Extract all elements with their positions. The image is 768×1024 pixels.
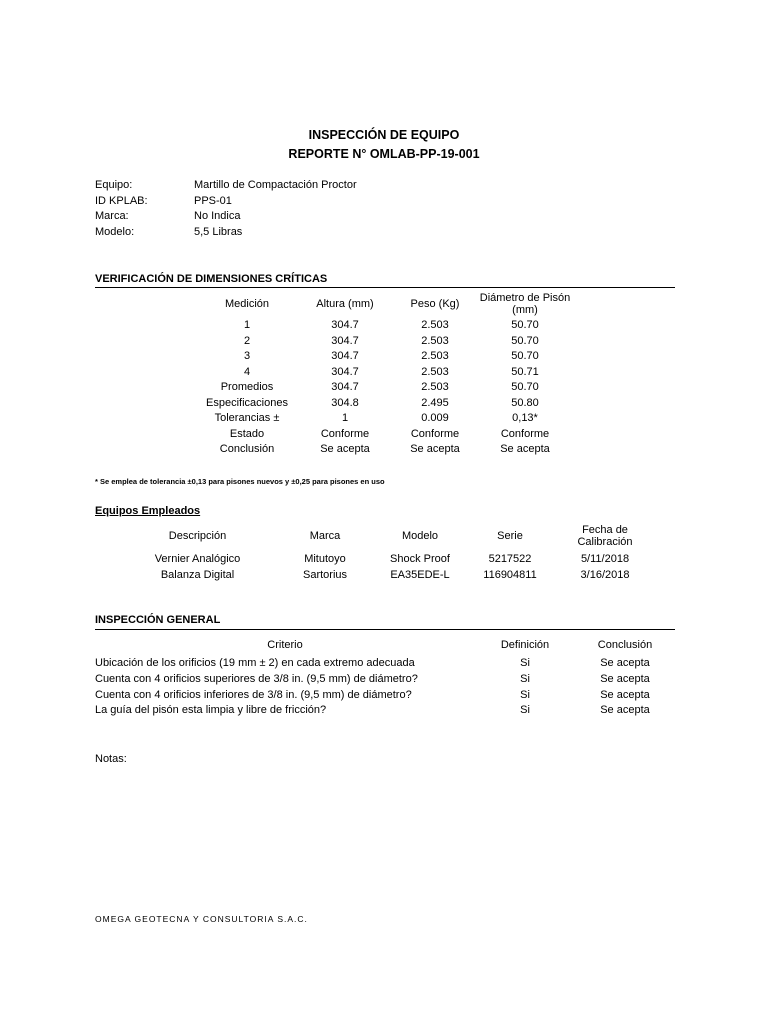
table-cell: 50.70	[511, 381, 539, 393]
table-cell: Vernier Analógico	[154, 553, 241, 565]
table-cell: Se acepta	[600, 672, 650, 685]
dimensions-row	[195, 334, 571, 350]
dimensions-row	[195, 349, 571, 365]
info-label-id: ID KPLAB:	[95, 195, 148, 207]
company-footer: OMEGA GEOTECNA Y CONSULTORIA S.A.C.	[95, 914, 308, 924]
notes-label: Notas:	[95, 753, 127, 765]
dimensions-row	[195, 318, 571, 334]
table-cell: Promedios	[220, 381, 274, 393]
table-cell: Balanza Digital	[160, 569, 235, 581]
table-cell: 0,13*	[512, 412, 538, 424]
table-cell: 3/16/2018	[580, 569, 630, 581]
table-cell: 304.7	[331, 319, 359, 331]
table-cell: Se acepta	[600, 704, 650, 717]
dimensions-row	[195, 396, 571, 412]
general-header-row	[95, 634, 675, 656]
table-cell: 2.503	[421, 334, 449, 347]
table-cell: Se acepta	[600, 657, 650, 669]
general-divider	[95, 629, 675, 630]
table-cell: Si	[520, 704, 530, 717]
info-label-marca: Marca:	[95, 210, 129, 222]
table-cell: Se acepta	[320, 443, 370, 455]
table-cell: 5217522	[488, 553, 532, 565]
report-number: REPORTE N° OMLAB-PP-19-001	[288, 147, 480, 161]
table-cell: 0.009	[421, 412, 449, 424]
table-cell: 2	[243, 334, 251, 347]
table-cell: La guía del pisón esta limpia y libre de fricción?	[95, 704, 327, 717]
info-value-marca: No Indica	[194, 210, 241, 222]
table-cell: 304.7	[331, 350, 359, 362]
equipment-row	[120, 567, 655, 583]
table-cell: Si	[520, 672, 530, 685]
table-cell: EA35EDE-L	[390, 569, 450, 581]
table-cell: 50.70	[511, 319, 539, 331]
table-cell: Se acepta	[600, 688, 650, 701]
document-title: INSPECCIÓN DE EQUIPO	[308, 128, 460, 142]
table-cell: Se acepta	[410, 443, 460, 455]
info-value-equipo: Martillo de Compactación Proctor	[194, 179, 357, 191]
col-header-diametro: Diámetro de Pisón (mm)	[479, 292, 571, 316]
equipment-header-row	[120, 520, 655, 551]
table-cell: Sartorius	[302, 569, 348, 581]
table-cell: Conforme	[500, 427, 550, 440]
table-cell: Cuenta con 4 orificios inferiores de 3/8 in. (9,5 mm) de diámetro?	[95, 688, 412, 701]
table-cell: Se acepta	[500, 443, 550, 455]
table-cell: 304.7	[331, 365, 359, 378]
table-cell: 2.503	[421, 365, 449, 378]
table-cell: 1	[341, 412, 349, 424]
dimensions-row	[195, 442, 571, 458]
general-table	[95, 634, 675, 719]
equipment-table	[120, 520, 655, 583]
info-label-modelo: Modelo:	[95, 226, 135, 238]
table-cell: Estado	[229, 427, 265, 440]
dimensions-table	[195, 290, 571, 458]
table-cell: Conforme	[410, 427, 460, 440]
info-value-id: PPS-01	[194, 195, 232, 207]
info-value-modelo: 5,5 Libras	[194, 226, 243, 238]
inspection-row	[95, 703, 675, 719]
dimensions-row	[195, 411, 571, 427]
dimensions-row	[195, 365, 571, 381]
table-cell: Mitutoyo	[304, 553, 346, 565]
table-cell: Si	[520, 688, 530, 701]
tolerance-footnote: * Se emplea de tolerancia ±0,13 para pisones nuevos y ±0,25 para pisones en uso	[95, 477, 385, 486]
table-cell: Si	[520, 657, 530, 669]
table-cell: 50.70	[511, 350, 539, 362]
table-cell: Tolerancias ±	[214, 412, 280, 424]
equipment-section-title: Equipos Empleados	[95, 505, 201, 517]
info-label-equipo: Equipo:	[95, 179, 133, 191]
inspection-row	[95, 656, 675, 672]
table-cell: 304.8	[331, 396, 359, 409]
col-header-altura: Altura (mm)	[316, 298, 374, 310]
inspection-row	[95, 688, 675, 704]
table-cell: Especificaciones	[206, 396, 288, 409]
col-header-fecha: Fecha de Calibración	[577, 523, 633, 548]
col-header-medicion: Medición	[224, 298, 270, 310]
col-header-modelo: Modelo	[401, 529, 439, 542]
table-cell: 2.503	[421, 350, 449, 362]
inspection-row	[95, 672, 675, 688]
table-cell: 50.80	[511, 396, 539, 409]
dimensions-row	[195, 427, 571, 443]
table-cell: 5/11/2018	[580, 553, 630, 565]
general-section-title: INSPECCIÓN GENERAL	[95, 614, 221, 626]
dimensions-section-title: VERIFICACIÓN DE DIMENSIONES CRÍTICAS	[95, 273, 328, 285]
table-cell: Cuenta con 4 orificios superiores de 3/8 in. (9,5 mm) de diámetro?	[95, 672, 418, 685]
col-header-conclusion: Conclusión	[597, 639, 653, 651]
table-cell: 116904811	[483, 569, 537, 581]
col-header-definicion: Definición	[500, 639, 550, 651]
table-cell: 304.7	[331, 334, 359, 347]
col-header-descripcion: Descripción	[168, 529, 227, 542]
col-header-marca: Marca	[309, 529, 341, 542]
col-header-criterio: Criterio	[267, 639, 303, 651]
table-cell: 2.495	[421, 396, 449, 409]
dimensions-row	[195, 380, 571, 396]
col-header-peso: Peso (Kg)	[410, 298, 460, 310]
table-cell: Ubicación de los orificios (19 mm ± 2) en cada extremo adecuada	[95, 657, 415, 669]
table-cell: 3	[243, 350, 251, 362]
table-cell: Conclusión	[219, 443, 275, 455]
table-cell: Conforme	[320, 427, 370, 440]
dimensions-header-row	[195, 290, 571, 318]
table-cell: 2.503	[421, 381, 449, 393]
col-header-serie: Serie	[497, 529, 523, 542]
table-cell: 304.7	[331, 381, 359, 393]
table-cell: 1	[243, 319, 251, 331]
table-cell: 50.71	[511, 365, 539, 378]
equipment-row	[120, 551, 655, 567]
dimensions-divider	[95, 287, 675, 288]
table-cell: 4	[243, 365, 251, 378]
table-cell: 2.503	[421, 319, 449, 331]
table-cell: Shock Proof	[390, 553, 450, 565]
table-cell: 50.70	[511, 334, 539, 347]
